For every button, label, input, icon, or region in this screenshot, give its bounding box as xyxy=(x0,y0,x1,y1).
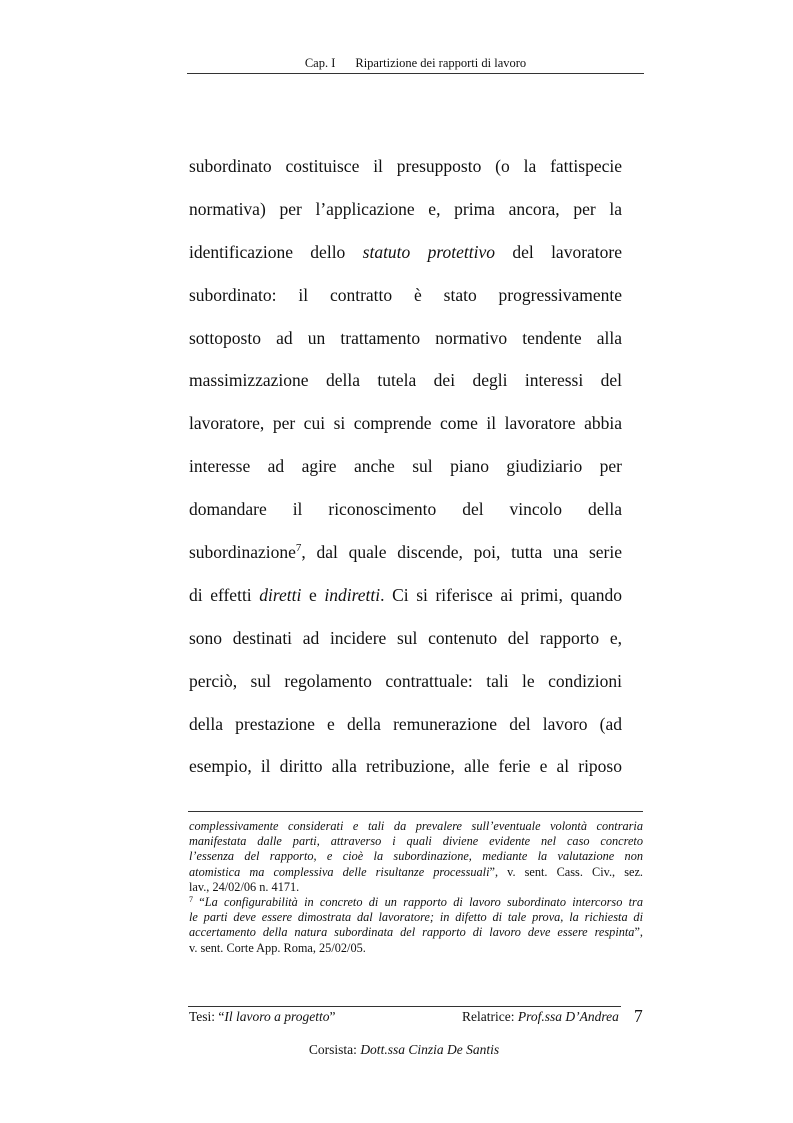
footnote-line: complessivamente considerati e tali da prevalere sull’eventuale volontà contraria xyxy=(189,819,643,833)
chapter-label: Cap. I xyxy=(304,56,336,70)
body-text xyxy=(189,145,622,788)
thesis-title: Tesi: “Il lavoro a progetto” xyxy=(189,1009,336,1024)
body-line: esempio, il diritto alla retribuzione, alle ferie e al riposo xyxy=(189,756,622,777)
footnote-reference[interactable]: 7 xyxy=(295,542,302,555)
emphasis-text: statuto protettivo xyxy=(362,241,496,262)
footnote-line: atomistica ma complessiva delle risultanze processuali”, v. sent. Cass. Civ., sez. xyxy=(189,864,643,879)
body-line: subordinato: il contratto è stato progressivamente xyxy=(189,284,622,305)
body-line: identificazione dello statuto protettivo del lavoratore xyxy=(189,241,622,262)
body-line: sottoposto ad un trattamento normativo tendente alla xyxy=(189,327,622,348)
body-line: lavoratore, per cui si comprende come il lavoratore abbia xyxy=(189,413,622,434)
footnote-separator xyxy=(188,811,643,812)
running-header xyxy=(187,56,644,71)
body-line: della prestazione e della remunerazione del lavoro (ad xyxy=(189,713,622,734)
body-line: sono destinati ad incidere sul contenuto del rapporto e, xyxy=(189,627,622,648)
body-line: interesse ad agire anche sul piano giudiziario per xyxy=(189,456,622,477)
student: Corsista: Dott.ssa Cinzia De Santis xyxy=(308,1042,500,1057)
footnote-line: l’essenza del rapporto, e cioè la subordinazione, mediante la valutazione non xyxy=(189,849,643,864)
body-line: domandare il riconoscimento del vincolo della xyxy=(189,499,622,520)
body-line: subordinazione$^7$, dal quale discende, poi, tutta una serie xyxy=(189,542,622,563)
footnote-line: accertamento della natura subordinata del rapporto di lavoro deve essere respinta”, xyxy=(189,925,643,940)
body-line: di effetti diretti e indiretti. Ci si riferisce ai primi, quando xyxy=(189,584,622,605)
body-line: normativa) per l’applicazione e, prima ancora, per la xyxy=(189,198,622,219)
header-rule xyxy=(187,73,644,74)
body-line: subordinato costituisce il presupposto (o la fattispecie xyxy=(189,156,622,176)
footnote-7: $^7$ “La configurabilità in concreto di un rapporto di lavoro subordinato intercorso tra xyxy=(189,895,643,910)
page-number: 7 xyxy=(634,1006,643,1026)
footnote-line: manifestata dalle parti, attraverso i quali diviene evidente nel caso concreto xyxy=(189,834,643,849)
footnote-line: v. sent. Corte App. Roma, 25/02/05. xyxy=(189,940,366,955)
footnote-number: 7 xyxy=(189,895,193,905)
footnote-line: lav., 24/02/06 n. 4171. xyxy=(189,879,300,894)
footnote-line: le parti deve essere dimostrata dal lavoratore; in difetto di tale prova, la richiesta di xyxy=(189,910,643,925)
footnotes xyxy=(189,819,643,956)
body-line: massimizzazione della tutela dei degli interessi del xyxy=(189,370,622,391)
advisor: Relatrice: Prof.ssa D’Andrea xyxy=(462,1009,619,1024)
footer-rule xyxy=(188,1006,621,1007)
body-line: perciò, sul regolamento contrattuale: tali le condizioni xyxy=(189,670,622,691)
chapter-title: Ripartizione dei rapporti di lavoro xyxy=(355,56,527,70)
